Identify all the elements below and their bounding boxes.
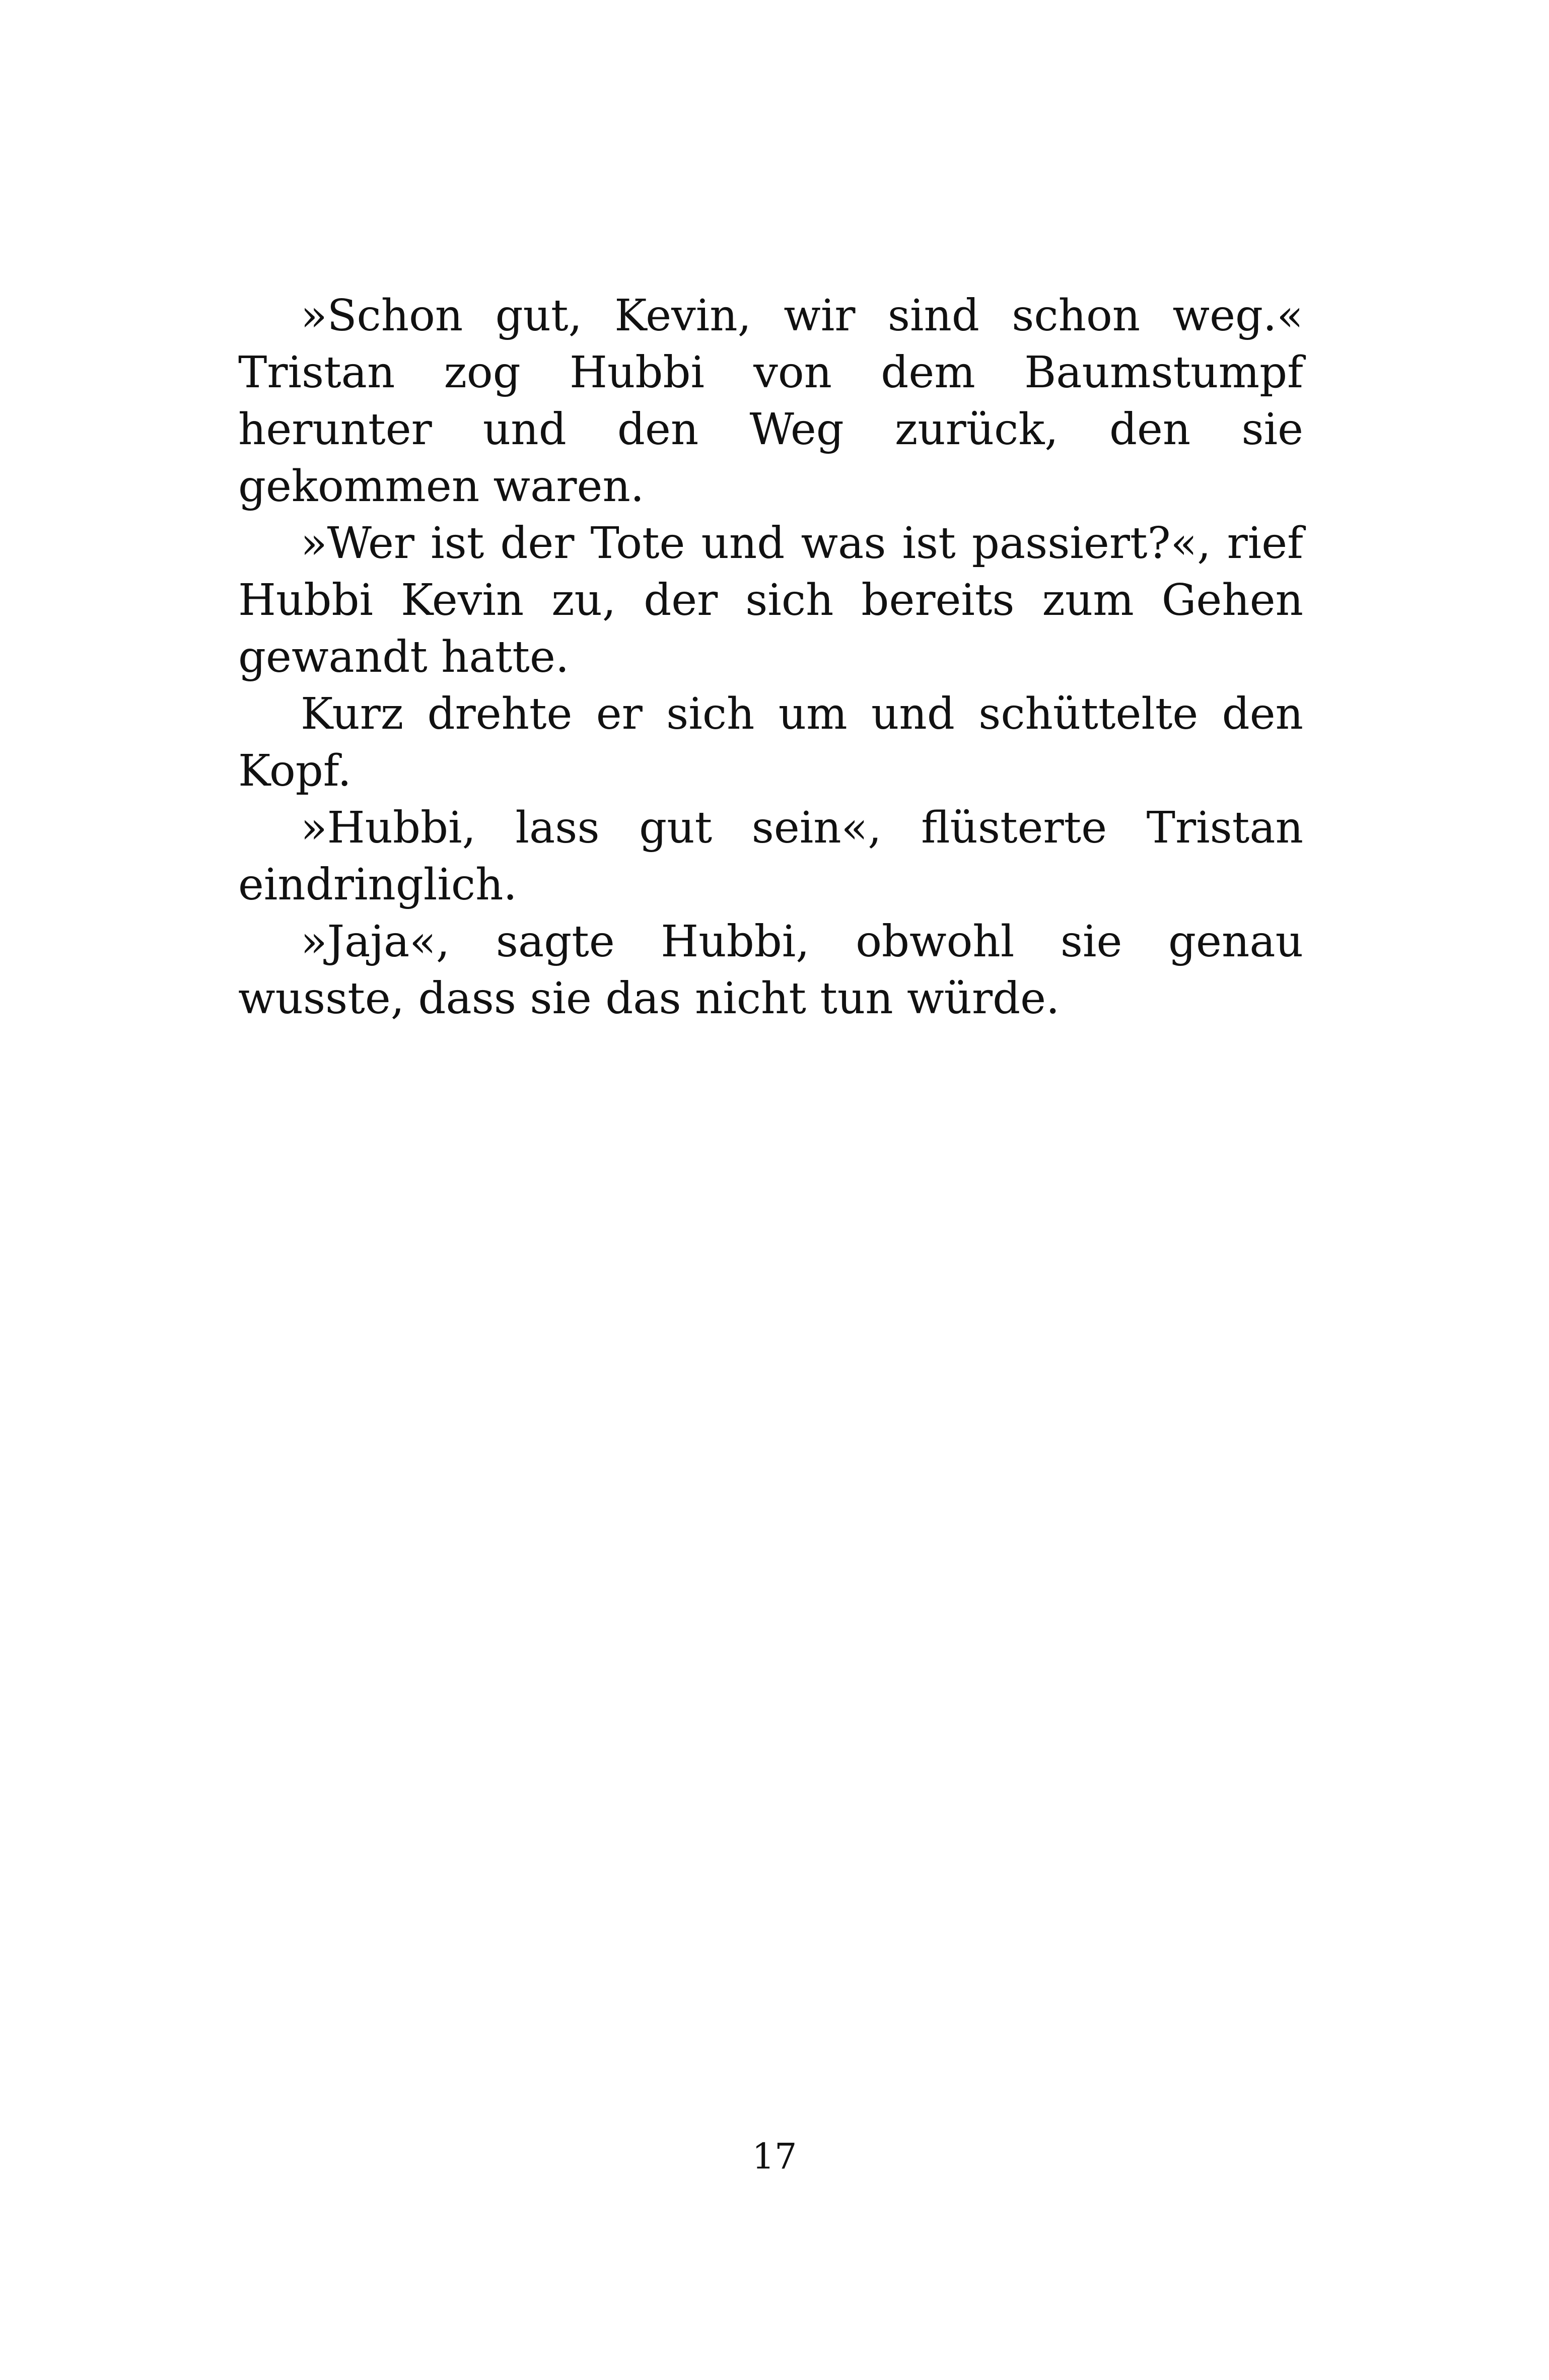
body-text [238,288,1303,1027]
paragraph-5: »Jaja«, sagte Hubbi, obwohl sie genau wusste, dass sie das nicht tun würde. [238,917,1303,1024]
paragraph-3: Kurz drehte er sich um und schüttelte den Kopf. [238,689,1303,796]
paragraph-4: »Hubbi, lass gut sein«, flüsterte Tristan eindringlich. [238,803,1303,910]
paragraph-2: »Wer ist der Tote und was ist passiert?«, rief Hubbi Kevin zu, der sich bereits zum Gehen gewandt hatte. [238,518,1303,682]
page-number: 17 [752,2136,797,2177]
paragraph-1: »Schon gut, Kevin, wir sind schon weg.« Tristan zog Hubbi von dem Baumstumpf herunter und den Weg zurück, den sie gekommen waren. [238,291,1303,512]
